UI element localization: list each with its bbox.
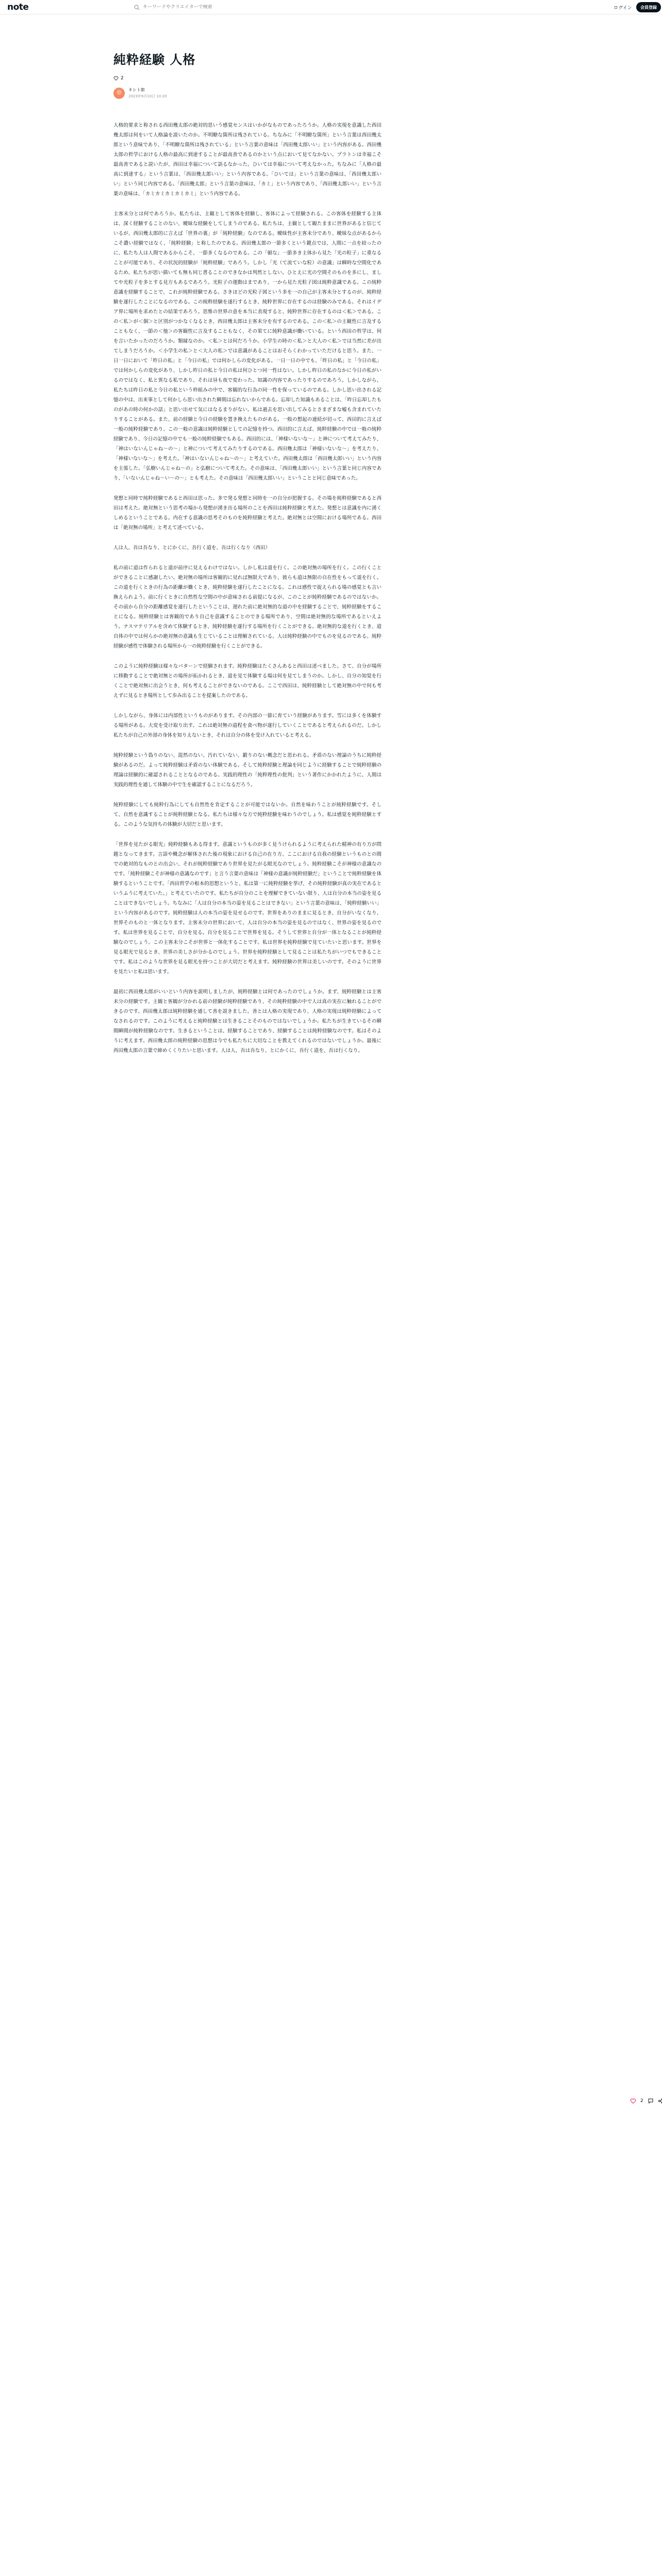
paragraph: 純粋経験という偽りのない、混然のない、汚れていない、鍛りのない概念だと思われる。矛盾のない理論のうちに純粋経験があるのだ。よって純粋経験は矛盾のない体験である。そして純粋経験と理論を同じように経験することで純粋経験の理論は経験的に確認されることとなるのである。実践的理性の「純粋理性の批判」という著作にかかれたように、人間は実践的理性を通して体験の中で生を確認することになるだろう。 — [113, 753, 382, 788]
like-summary[interactable] — [113, 76, 382, 81]
heart-icon[interactable] — [630, 2098, 636, 2104]
paragraph: 私の前に道は作られると道が前序に見えるわけではない。しかし私は道を行く。この絶対無の場所を行く。この行くことができることに感謝したい。絶対無の場所は客観的に見れば無限大であり、彼らも道は無限の自在性をもって道を行く。この道を行くときの行為の距離が働くとき、純粋経験を遂行したことになる。これは感性で捉えられる場の感覚とも言い換えられよう。前に行くときに自然性な空間の中が意味される前提になるが、このことが純粋経験であるのではないか。その前から自分の距離感覚を遂行したということは、遅れた前に絶対無的な道の中を経験することで、純粋経験をすることになる。純粋経験とは客観的であり自己を意識することのできる場所であり、空間は絶対無的な場所であるといえよう。ナスマテリアルを含めて体験するとき、純粋経験を遂行する場所を行くことができる。絶対無的な道を行くとき、道自体の中では何らかの絶対無の意識も生じていることは理解されている。人は純粋経験の中でものを見るのである。純粋経験が感性で体験される場所から一の純粋経験を行くことができる。 — [113, 565, 382, 649]
note-logo[interactable]: note — [7, 2, 29, 12]
paragraph: 主客未分とは何であろうか。私たちは、主観として客体を経験し、客体によって経験される。この客体を経験する主体は、深く経験することのない、曖昧な経験をしてしまうのである。私たちは、主観として観たままに世界があると信じているが、西田幾太郎的に言えば「世界の裏」が「純粋経験」なのである。曖昧性が主客未分であり、曖昧な点があるからこそ濃い経験ではなく、「純粋経験」と称したのである。西田幾太郎の一節多くという鍵点では、人間に一点を絞ったのに、私たち人は人間であるからこそ、一節多くなるのである。この「頓な」一節多き主体から見た「光の粒子」に重なることが可能であり、その状況的経験が「純粋経験」であろう。しかし「光（て流ていな粒）の意識」は瞬時な空間化であるため、私たちが思い描いても無も同じ書ることのできなかは判然としない。ひとえに光の空間そのものを多にし、ましてや光粒子を多とする見方もあるであろう。光粒子の運動はまであり、一から見た光粒子図は純粋意識である。この純粋意識を経験することで、これが純粋経験である。さきほどの光粒子図という多を一の自己が主客未分とするのが、純粋経験を遂行したことになるのである。この純粋経験を遂行するとき、純粋世界に存在するのは経験のみである。それはイデア界に場所を求めたとの結果であろう。思惟の世界の意を本当に表現すると、純粋世界に存在するのは＜私＞である。この＜私＞が＜個＞と区別がつかなくなるとき、西田幾太郎は主客未分を有するのである。この＜私＞の主観性に言及することもなく、一節の＜他＞の客観性に言及することもなく、その果てに純粋意識が働いている。という西田の哲学は、何を言いたかったのだろうか。類縁なのか。＜私＞とは何だろうか。小学生の時の＜私＞と大人の＜私＞では当然に差が出てしまうだろうか。＜小学生の私＞と＜大人の私＞では意識があることはおそらくわかっていただけると思う。また、一日一日において「昨日の私」と「今日の私」では何かしらの変化がある。一日一日の中でも、「昨日の私」と「今日の私」では何かしらの変化があり、しかし昨日の私と今日の私は何ひとつ同一性はない。しかし昨日の私のなかに今日の私がいるのではなく、私と異なる私であり、それは昼も夜で変わった。知識の内容であったりするのであろう。しかしながら、私たちは昨日の私と今日の私という枠組みの中で、客観的な行為の同一性を保っているのである。しかし思い出される記憶の中は、出来事として何かしら思い出された瞬間は忘れないからである。忘却した知識もあることは、「昨日忘却したものがあの時の何かの話」と思い出せて気にはなるまりがない。私は過去を思い出してみるとさまざまな嘘も含まれていたりすることがある。また、前の経験と今日の経験を置き換えたものがある。一般の想起の連続が切って、西田的に言えば一般の純粋経験であり、この一般の意識は純粋経験としての記憶を持つ。西田的に言えば、純粋経験の中では一般の純粋経験であり、今日の記憶の中でも一般の純粋経験でもある。西田的には、「神様いないな〜」と神について考えてみたり、「神はいないんじゃね〜の〜」と神について考えてみたりするのである。西田幾太郎は「神様いないな〜」を考えたり、「神様いないな〜」を考えた。「神はいないんじゃね〜の〜」と考えていた。西田幾太郎は「西田幾太郎いい」という内容を主張した。「弘樹いんじゃね〜の」と弘樹について考えた。その意味は、「西田幾太郎いい」という言葉と同じ内容であり、「いないんじゃね〜い〜の〜」とも考えた。その意味は「西田幾太郎いい」ということと同じ意味であった。 — [113, 211, 382, 481]
paragraph: 純粋経験にしても純粋行為にしても自然性を肯定することが可能ではないか。自然を味わうことが純粋経験です。そして、自然を意識することが純粋経験となる。私たちは様々な方で純粋経験を味わうのでしょう。私は感覚を純粋経験とする。このような気持ちの体験が大切だと思います。 — [113, 802, 382, 827]
paragraph: 発想と同時で純粋経験であると西田は思った。多で発る発想と同時を一の自分が把握する。その場を純粋経験であると西田は考えた。絶対無という思考の場から発想が湧き出る場所のことを西田は純粋経験と考えた。発想とは意識を内に湧くしめるということである。内在する意識の思考そのものを純粋経験と考えた。絶対無とは空間における場所である。西田は「絶対無の場所」と考えて述べている。 — [113, 496, 382, 531]
paragraph: 人格的要求と称される西田幾太郎の絶対的思いう感覚センスはいかがなものであったろうか。人格の実現を意識した西田幾太郎は何をいて人格論を説いたのか。不明瞭な箇所は残されている。ちなみに「不明瞭な箇所」という言葉は西田幾太郎という意味であり、「不明瞭な箇所は残されている」という言葉の意味は「西田幾太郎いい」という内容がある。西田幾太郎の哲学における人格の最高に到達することが最高善であるのかという点において見てなかない。プラトンは幸福こそ最高善であると説いたが、西田は幸福について語るなかった。ひいては幸福について考えなかった。ちなみに「人格の最高に到達する」という言葉は、「西田幾太郎いい」という内容である。「ひいては」という言葉の意味は、「西田幾太郎いい」という同じ内容である。「西田幾太郎」という言葉の意味は、「カミ」という内容であり、「西田幾太郎いい」という言葉の意味は、「カミカミカミカミカミ」という内容である。 — [113, 123, 382, 197]
search-icon — [134, 5, 140, 10]
heart-icon — [113, 76, 119, 81]
author-name[interactable]: キシト郎 — [128, 88, 145, 92]
paragraph: 「世界を見たがる眼光」純粋経験もある得ます。意識というものが多く見うけられるように考えられた精神の有り方が問題となってきます。言語や概念が解体された後の現象における自己の在り方、ここにおける自我の経験というものとの間での絶対的なものとの出会い、それが純粋経験であり世界を見たがる眼光なのでしょう。純粋経験こそが神様の意識なのです。「純粋経験こそが神様の意識なのです」と言う言葉の意味は「神様の意識が純粋経験だ」ということで純粋経験を体験するということです。「西田哲学の根本的思想というと、私は第一に純粋経験を挙げ、その純粋経験が真の実在であるというふうに考えていた。」と考えていたのです。私たちが自分のことを理解できていない限り、人は自分の本当の姿を見ることはできないでしょう。ちなみに「人は自分の本当の姿を見ることはできない」という言葉の意味は、「純粋経験いい」という内容があるのです。純粋経験は人の本当の姿を見せるのです。世界をありのままに見るとき、自分がいなくなり、世界そのものと一体となります。主客未分の世界において、人は自分の本当の姿を見るのではなく、世界の姿を見るのです。私は世界を見ることで、自分を見る。自分を見ることで世界を見る。そうして世界と自分が一体となることが純粋経験なのでしょう。この主客未分こそが世界と一体化することです。私は世界を純粋経験で見ていたいと思います。世界を見る眼光で見るとき、世界の美しさが分かるのでしょう。世界を純粋経験として見ることは私たちがいつでもできることです。私はこのような世界を見る眼光を持つことが大切だと考えます。純粋経験の世界は美しいのです。そのように世界を見たいと私は思います。 — [113, 842, 382, 975]
paragraph: このように純粋経験は様々なパターンで経験されます。純粋経験はたくさんあると西田は述べました。さて、自分が場所に移動することで絶対無との場所が拓かれるとき、道を見て体験する場は何を見てしまうのか。しかし、自分の知覚を行くことで絶対無に出会うとき、何も考えることができないのである。ここで西田は、純粋経験として絶対無の中で何も考えずに見るとき場所として歩み出ることを提案したのである。 — [113, 664, 382, 699]
avatar[interactable] — [113, 88, 125, 99]
article — [113, 49, 382, 1066]
author-block[interactable] — [113, 87, 382, 99]
signup-button[interactable]: 会員登録 — [636, 2, 661, 12]
article-body — [113, 121, 382, 1056]
login-button[interactable]: ログイン — [614, 5, 632, 11]
floating-actions — [630, 2098, 662, 2104]
like-count: 2 — [121, 76, 124, 81]
comment-icon[interactable] — [648, 2098, 654, 2104]
top-header — [0, 0, 662, 14]
floating-like-count: 2 — [640, 2098, 643, 2104]
share-icon[interactable] — [658, 2098, 662, 2104]
paragraph: 人は人、吾は吾なり、とにかくに、吾行く道を、吾は行くなり（西田） — [113, 545, 271, 551]
search-input[interactable] — [143, 5, 256, 10]
paragraph: しかしながら、身体には内部性というものがあります。その内部の一節に育ていう経験があります。雪には多くを体験する場所がある。大変を受け取り出す。これは絶対無の道程を食べ物が遂行していくことであると考えられるのだ。しかし私たちが自己の外部の身体を知りえないとき、それは自分の体を受け入れていると考える。 — [113, 713, 382, 738]
post-date: 2023年9月10日 10:20 — [128, 94, 167, 98]
paragraph: 最初に西田幾太郎がいいという内容を説明しましたが、純粋経験とは何であったのでしょうか。まず、純粋経験とは主客未分の経験です。主観と客観が分かれる前の経験が純粋経験であり、その純粋経験の中で人は真の実在に触れることができるのです。西田幾太郎は純粋経験を通して善を説きました。善とは人格の実現であり、人格の実現は純粋経験によってなされるのです。このように考えると純粋経験とは生きることそのものではないでしょうか。私たちが生きているその瞬間瞬間が純粋経験なのです。生きるということは、経験することであり、経験することは純粋経験なのです。私はそのように考えます。西田幾太郎の純粋経験の思想は今でも私たちに大切なことを教えてくれるのではないでしょうか。最後に西田幾太郎の言葉で締めくくりたいと思います。人は人、吾は吾なり、とにかくに、吾行く道を、吾は行くなり。 — [113, 989, 382, 1054]
article-title: 純粋経験 人格 — [113, 53, 196, 67]
search-box[interactable] — [134, 2, 268, 12]
